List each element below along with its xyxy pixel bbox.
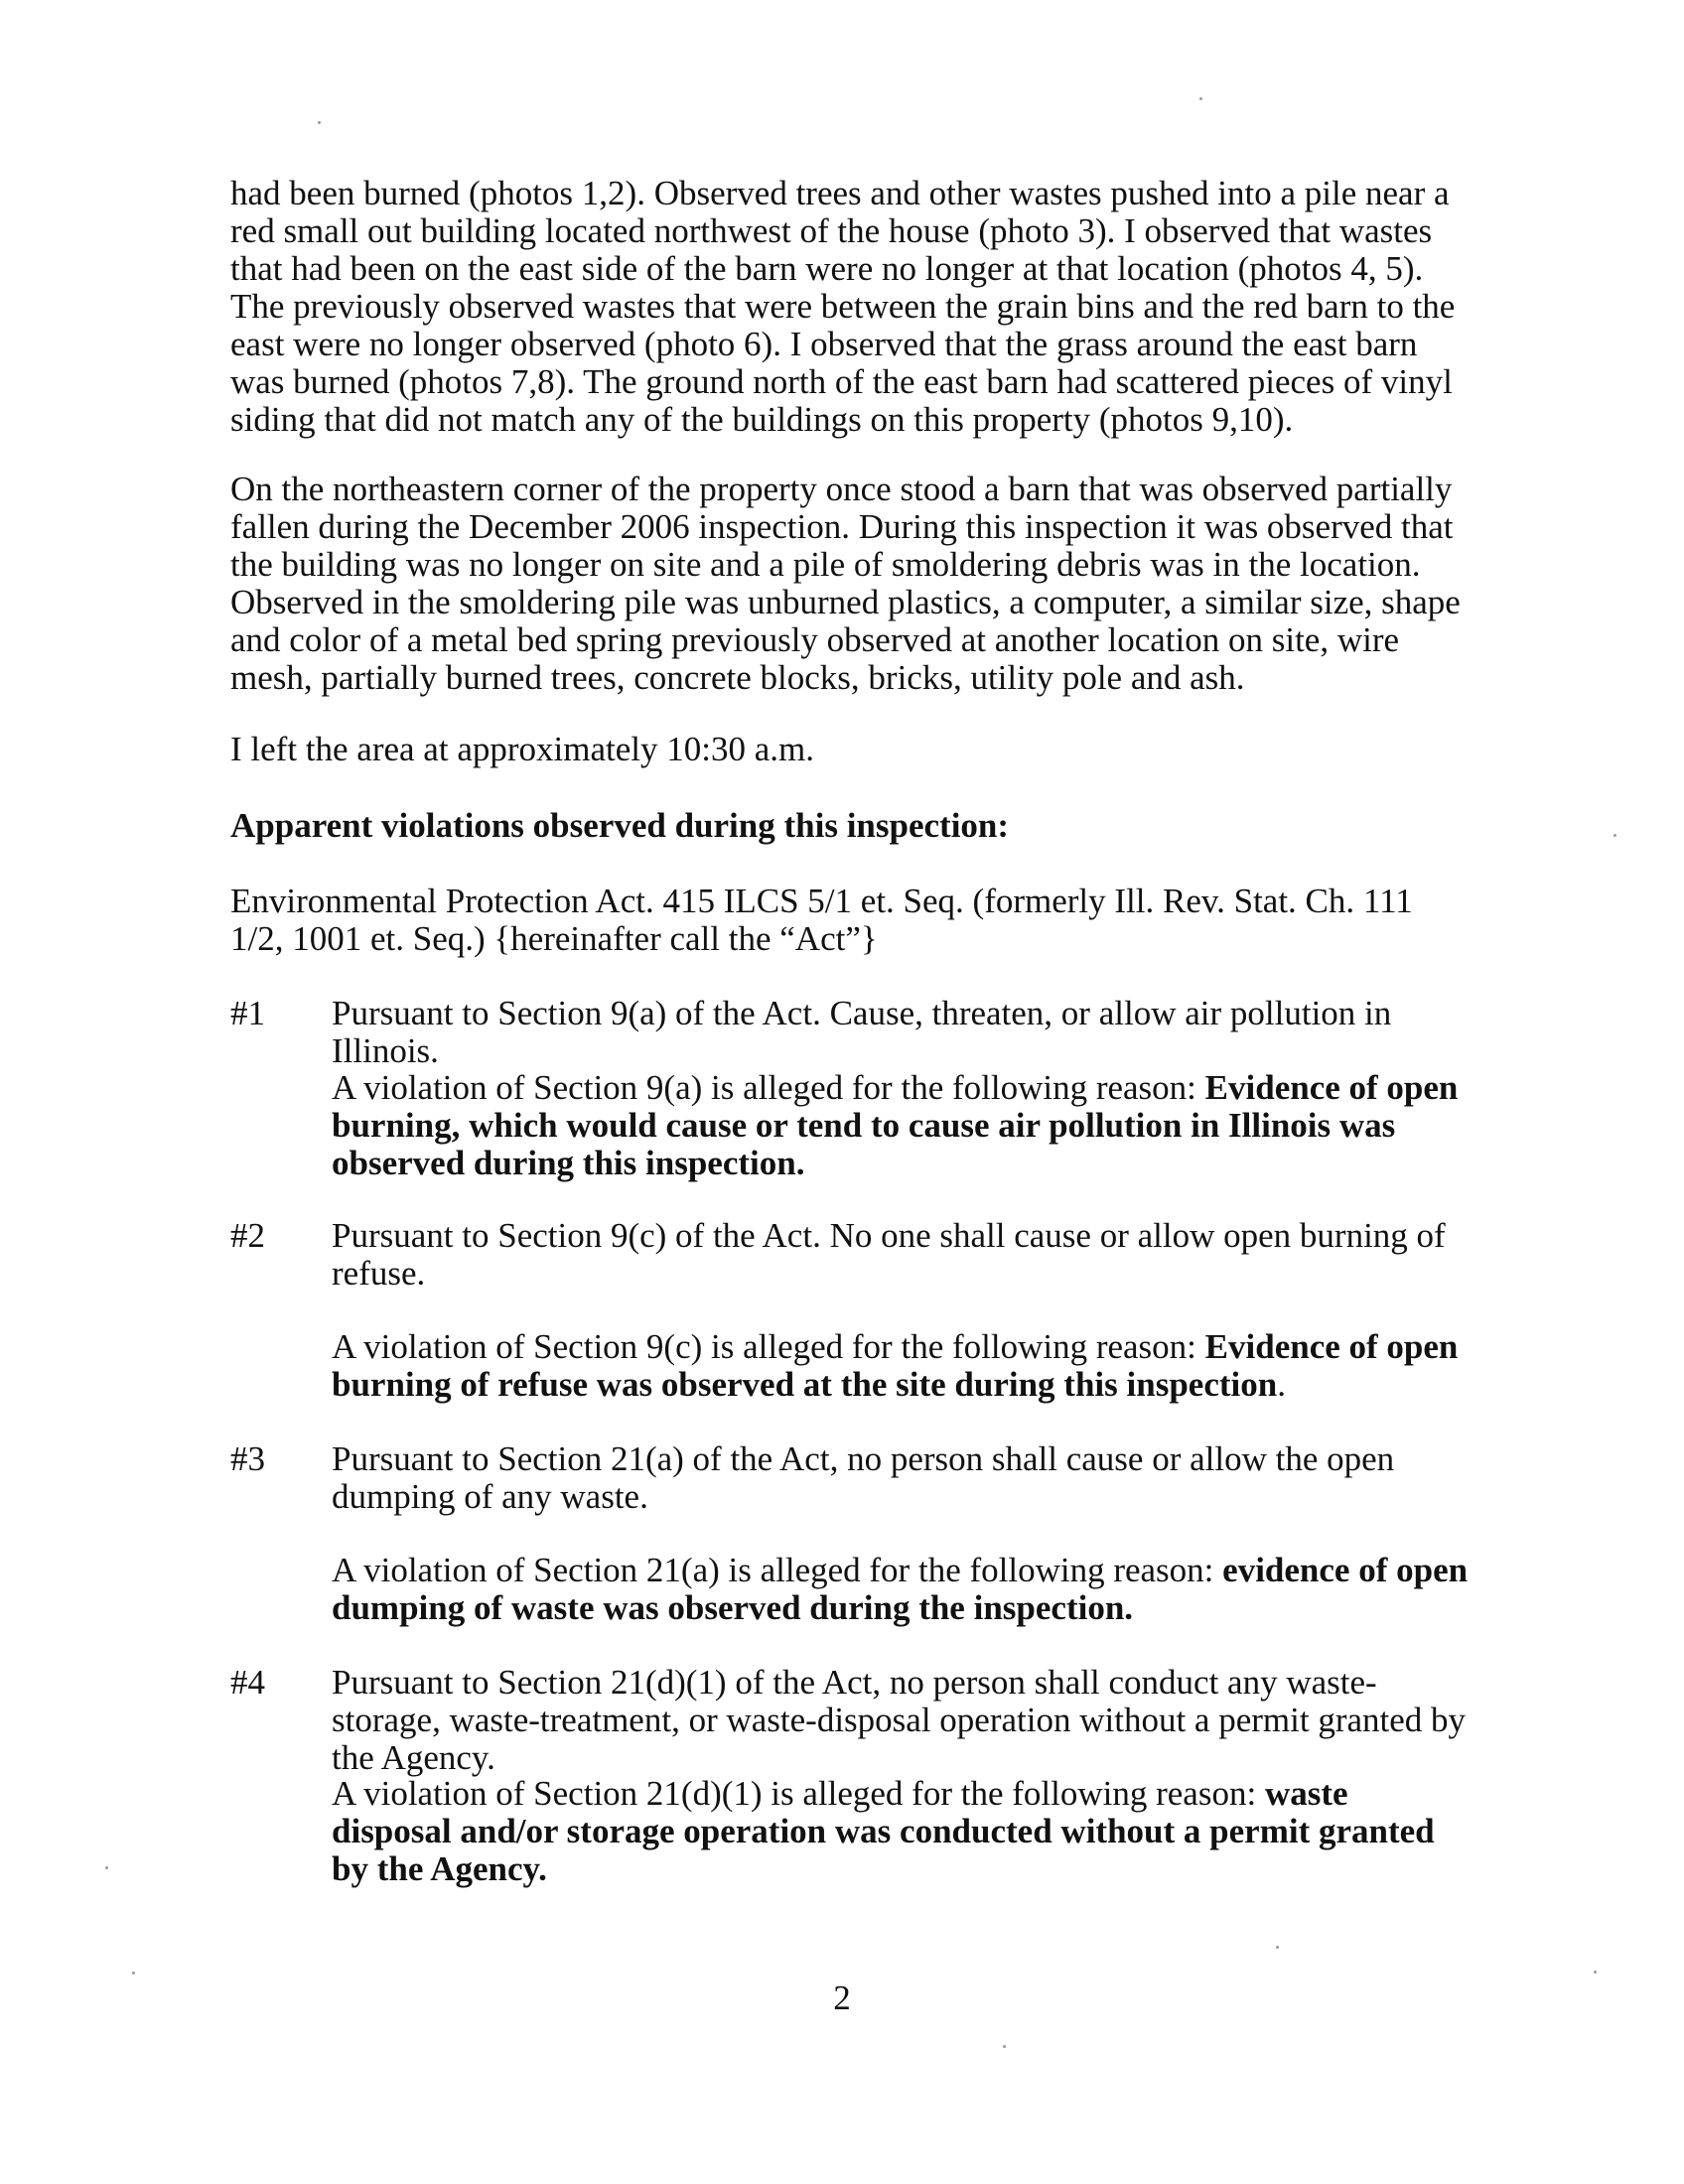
violation-number: #4 [230, 1663, 265, 1702]
alleged-reason: Evidence of open burning, which would cause or tend to cause air pollution in Illinois was observed during this inspection. [332, 1068, 1459, 1182]
scan-speck [1003, 2045, 1006, 2048]
scan-speck [1199, 97, 1202, 100]
scan-speck [1276, 1946, 1279, 1949]
violation-alleged-text [332, 1775, 1474, 1888]
alleged-reason: evidence of open dumping of waste was observed during the inspection. [332, 1551, 1469, 1627]
violation-alleged-text [332, 1069, 1474, 1182]
scan-speck [1614, 834, 1616, 837]
scan-speck [105, 1866, 108, 1869]
violation-number: #1 [230, 994, 265, 1032]
page-number: 2 [833, 1979, 851, 2017]
violation-alleged-text [332, 1552, 1474, 1627]
alleged-reason: waste disposal and/or storage operation was conducted without a permit granted by the Agency. [332, 1774, 1435, 1888]
alleged-reason: Evidence of open burning of refuse was observed at the site during this inspection [332, 1327, 1459, 1404]
violation-number: #3 [230, 1439, 265, 1478]
violation-pursuant-text: Pursuant to Section 21(d)(1) of the Act, no person shall conduct any waste-storage, waste-treatment, or waste-disposal operation without a permit granted by the Agency. [332, 1663, 1467, 1777]
violations-heading: Apparent violations observed during this inspection: [230, 806, 1010, 845]
alleged-trailing: . [1277, 1365, 1286, 1404]
scan-speck [132, 1972, 135, 1975]
northeast-barn-paragraph: On the northeastern corner of the property once stood a barn that was observed partially fallen during the December 2006 inspection. During this inspection it was observed that the building was no longer on site and a pile of smoldering debris was in the location. Observed in the smoldering pile was unburned plastics, a computer, a similar size, shape and color of a metal bed spring previously observed at another location on site, wire mesh, partially burned trees, concrete blocks, bricks, utility pole and ash. [230, 470, 1461, 697]
departure-time-paragraph: I left the area at approximately 10:30 a.m. [230, 730, 814, 768]
violation-alleged-text [332, 1328, 1474, 1404]
alleged-intro: A violation of Section 9(c) is alleged for the following reason: [332, 1327, 1205, 1366]
inspection-narrative-paragraph: had been burned (photos 1,2). Observed trees and other wastes pushed into a pile near a red small out building located northwest of the house (photo 3). I observed that wastes that had been on the east side of the barn were no longer at that location (photos 4, 5). The previously observed wastes that were between the grain bins and the red barn to the east were no longer observed (photo 6). I observed that the grass around the east barn was burned (photos 7,8). The ground north of the east barn had scattered pieces of vinyl siding that did not match any of the buildings on this property (photos 9,10). [230, 174, 1456, 439]
scan-speck [318, 121, 321, 124]
violation-number: #2 [230, 1216, 265, 1255]
scan-speck [1594, 1971, 1597, 1974]
alleged-intro: A violation of Section 21(d)(1) is alleged for the following reason: [332, 1774, 1265, 1813]
violation-pursuant-text: Pursuant to Section 9(c) of the Act. No one shall cause or allow open burning of refuse. [332, 1216, 1446, 1293]
violation-pursuant-text: Pursuant to Section 21(a) of the Act, no person shall cause or allow the open dumping of any waste. [332, 1439, 1395, 1516]
violation-pursuant-text: Pursuant to Section 9(a) of the Act. Cause, threaten, or allow air pollution in Illinois. [332, 994, 1392, 1070]
alleged-intro: A violation of Section 21(a) is alleged for the following reason: [332, 1551, 1223, 1589]
alleged-intro: A violation of Section 9(a) is alleged for the following reason: [332, 1068, 1205, 1107]
act-reference-paragraph: Environmental Protection Act. 415 ILCS 5/1 et. Seq. (formerly Ill. Rev. Stat. Ch. 111 1/2, 1001 et. Seq.) {hereinafter call the “Act”} [230, 882, 1413, 958]
